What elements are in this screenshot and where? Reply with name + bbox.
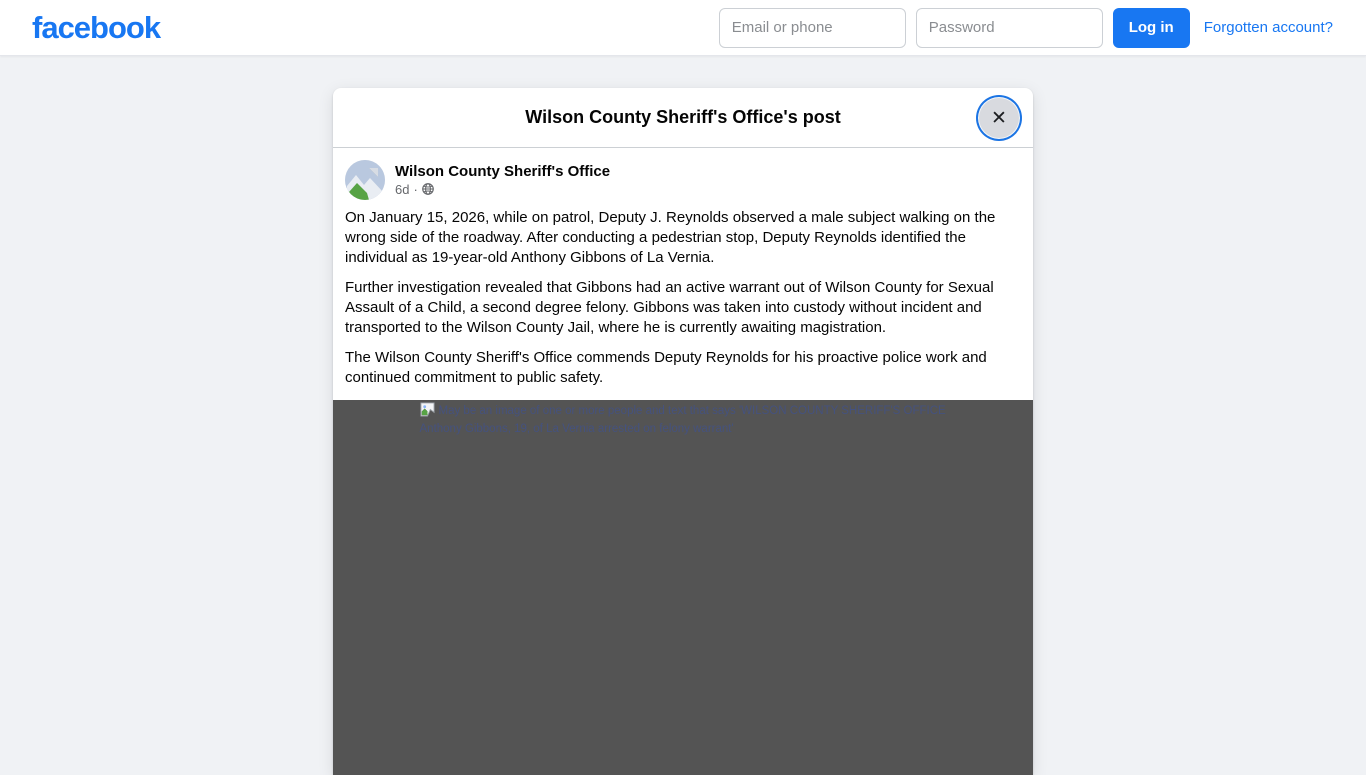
close-icon: ✕ [991, 107, 1007, 129]
globe-icon [422, 182, 434, 199]
broken-image-icon [420, 402, 435, 422]
post-paragraph: On January 15, 2026, while on patrol, Deputy J. Reynolds observed a male subject walking on the wrong side of the roadway. After conducting a pedestrian stop, Deputy Reynolds identified the individual as 19-year-old Anthony Gibbons of La Vernia. [345, 209, 996, 266]
post-image-area [333, 400, 1033, 775]
password-input[interactable] [916, 8, 1103, 48]
avatar[interactable] [345, 160, 385, 200]
top-header [0, 0, 1366, 56]
close-button[interactable] [979, 98, 1019, 138]
post-paragraph: Further investigation revealed that Gibbons had an active warrant out of Wilson County for Sexual Assault of a Child, a second degree felony. Gibbons was taken into custody without incident and transported to the Wilson County Jail, where he is currently awaiting magistration. [345, 279, 994, 336]
post-header [345, 160, 1021, 200]
facebook-logo[interactable]: facebook [32, 10, 161, 45]
post-text [345, 208, 1021, 388]
dialog-header [333, 88, 1033, 148]
login-button[interactable]: Log in [1113, 8, 1190, 48]
post-paragraph: The Wilson County Sheriff's Office commends Deputy Reynolds for his proactive police work and continued commitment to public safety. [345, 349, 987, 386]
login-form [719, 8, 1333, 48]
post-meta [395, 181, 610, 199]
post-image-alt-text: May be an image of one or more people and text that says 'WILSON COUNTY SHERIFF'S OFFICE Anthony Gibbons, 19, of La Vernia arrested on felony warrant' [419, 405, 946, 435]
avatar-placeholder-image [345, 160, 385, 200]
post [333, 148, 1033, 400]
post-dialog [333, 88, 1033, 775]
forgotten-account-link[interactable]: Forgotten account? [1203, 19, 1333, 36]
dialog-title: Wilson County Sheriff's Office's post [525, 107, 841, 127]
author-name-link[interactable]: Wilson County Sheriff's Office [395, 162, 611, 180]
post-head-text [395, 162, 610, 199]
post-image-broken[interactable] [420, 400, 947, 437]
meta-separator: · [413, 182, 418, 197]
email-input[interactable] [719, 8, 906, 48]
post-timestamp[interactable]: 6d [395, 182, 410, 197]
